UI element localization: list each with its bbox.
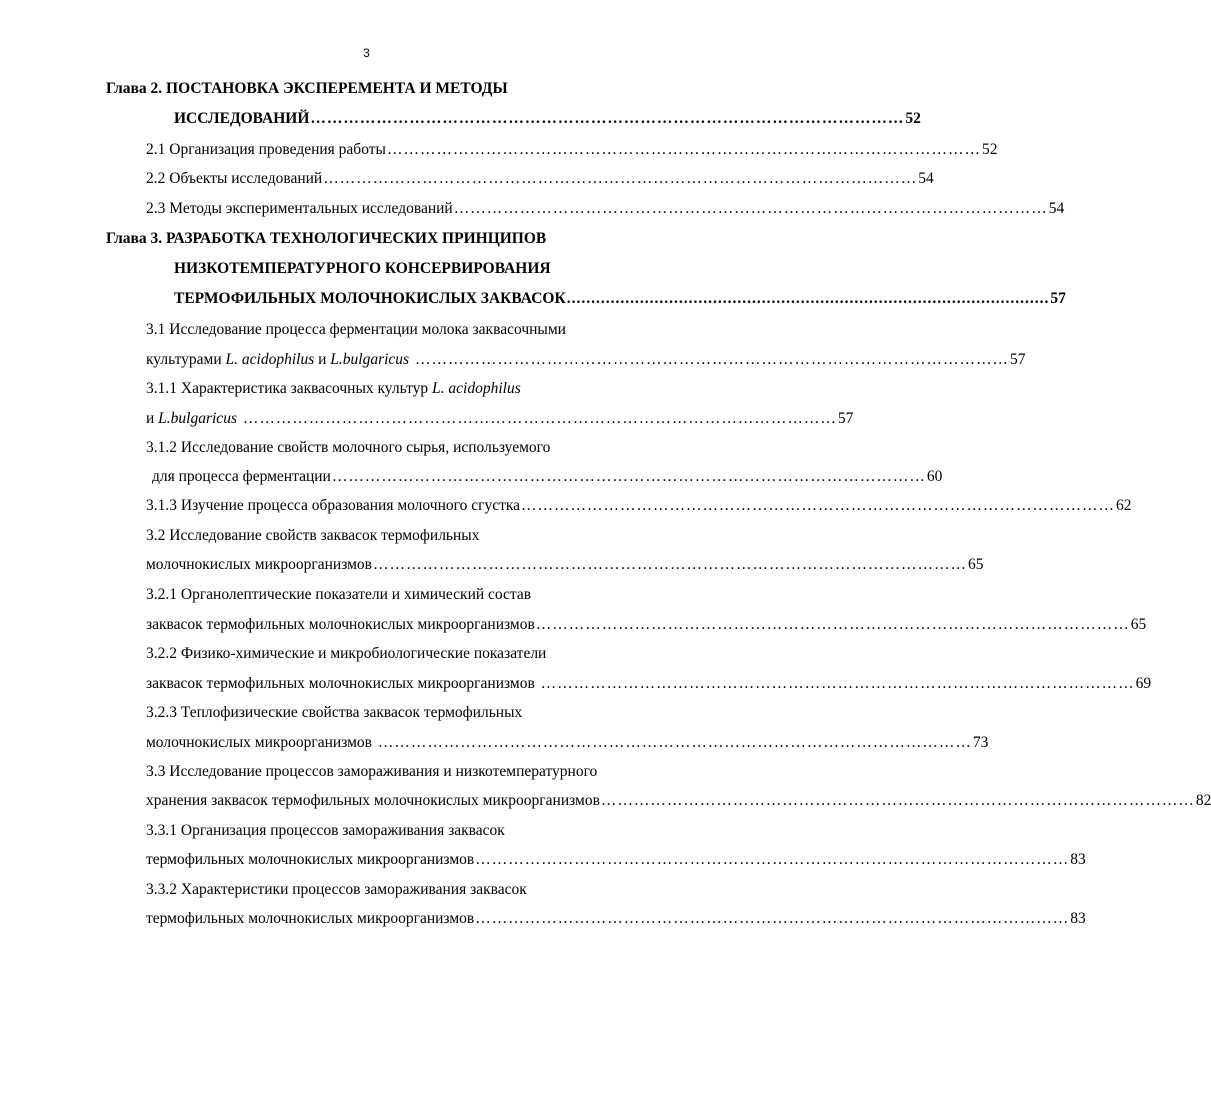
toc-entry-3-1-1-line-1: 3.1.1 Характеристика заквасочных культур L. acidophilus — [146, 380, 521, 397]
page-ref: 73 — [972, 734, 989, 751]
toc-entry-3-3-2[interactable]: термофильных молочнокислых микроорганизмов ……………………………………………………………………………………………… 83 — [146, 908, 696, 930]
toc-entry-3-3-1[interactable]: термофильных молочнокислых микроорганизмов ……………………………………………………………………………………………… 83 — [146, 849, 696, 871]
page-ref: 52 — [905, 110, 921, 127]
leader-dots: ……………………………………………………………………………………………… — [373, 556, 967, 573]
toc-entry-3-3[interactable]: хранения заквасок термофильных молочнокислых микроорганизмов ……………………………………………………………………………………………… 82 — [146, 790, 696, 812]
toc-entry-3-2[interactable]: молочнокислых микроорганизмов ……………………………………………………………………………………………… 65 — [146, 554, 696, 576]
leader-dots: ……………………………………………………………………………………………… — [373, 734, 972, 751]
page-number: 3 — [363, 46, 370, 60]
leader-dots: ……………………………………………………………………………………………… — [475, 851, 1070, 868]
page-ref: 62 — [1116, 497, 1132, 514]
toc-entry-3-2-1-line-1: 3.2.1 Органолептические показатели и химический состав — [146, 586, 532, 603]
toc-chapter-2-entry[interactable]: ИССЛЕДОВАНИЙ ……………………………………………………………………………………………… 52 — [174, 108, 696, 130]
toc-entry-3-2-1[interactable]: заквасок термофильных молочнокислых микроорганизмов ……………………………………………………………………………………………… 65 — [146, 614, 696, 636]
toc-entry-3-1-2-line-1: 3.1.2 Исследование свойств молочного сырья, используемого — [146, 439, 551, 456]
leader-dots: ……………………………………………………………………………………………… — [410, 351, 1009, 368]
page-ref: 57 — [1009, 351, 1026, 368]
page-ref: 52 — [981, 141, 998, 158]
page-ref: 65 — [1130, 616, 1147, 633]
toc-chapter-2-title: Глава 2. ПОСТАНОВКА ЭКСПЕРЕМЕНТА И МЕТОДЫ — [106, 80, 508, 97]
toc-entry-2-1[interactable]: 2.1 Организация проведения работы ……………………………………………………………………………………………… 52 — [146, 139, 696, 161]
toc-entry-3-3-2-line-1: 3.3.2 Характеристики процессов замораживания заквасок — [146, 881, 527, 898]
leader-dots: ……………………………………………………………………………………………… — [535, 616, 1130, 633]
leader-dots: ……………………………………………………………………………………………… — [475, 910, 1070, 927]
leader-dots: ……………………………………………………………………………………………… — [331, 468, 926, 485]
page-ref: 82 — [1195, 792, 1211, 809]
toc-entry-3-3-1-line-1: 3.3.1 Организация процессов замораживания заквасок — [146, 822, 505, 839]
leader-dots: ……………………………………………………………………………………………… — [600, 792, 1195, 809]
toc-chapter-3-entry[interactable]: ТЕРМОФИЛЬНЫХ МОЛОЧНОКИСЛЫХ ЗАКВАСОК ................................................................................................... 57 — [174, 288, 696, 310]
page-ref: 54 — [918, 170, 934, 187]
page-ref: 57 — [1050, 290, 1066, 307]
leader-dots: ................................................................................................... — [566, 290, 1050, 307]
page-ref: 83 — [1070, 851, 1086, 868]
toc-entry-3-1[interactable]: культурами L. acidophilus и L.bulgaricus ……………………………………………………………………………………………… 57 — [146, 349, 696, 371]
toc-chapter-3-title: Глава 3. РАЗРАБОТКА ТЕХНОЛОГИЧЕСКИХ ПРИНЦИПОВ — [106, 230, 547, 247]
toc-entry-3-1-line-1: 3.1 Исследование процесса ферментации молока заквасочными — [146, 321, 566, 338]
leader-dots: ……………………………………………………………………………………………… — [310, 110, 905, 127]
toc-entry-3-2-line-1: 3.2 Исследование свойств заквасок термофильных — [146, 527, 480, 544]
leader-dots: ……………………………………………………………………………………………… — [237, 410, 837, 427]
toc-entry-3-3-line-1: 3.3 Исследование процессов замораживания и низкотемпературного — [146, 763, 598, 780]
leader-dots: ……………………………………………………………………………………………… — [386, 141, 981, 158]
toc-entry-3-2-2-line-1: 3.2.2 Физико-химические и микробиологические показатели — [146, 645, 547, 662]
toc-entry-3-2-3[interactable]: молочнокислых микроорганизмов ……………………………………………………………………………………………… 73 — [146, 732, 696, 754]
leader-dots: ……………………………………………………………………………………………… — [453, 200, 1048, 217]
leader-dots: ……………………………………………………………………………………………… — [323, 170, 918, 187]
page-ref: 83 — [1070, 910, 1086, 927]
page-ref: 60 — [926, 468, 943, 485]
toc-entry-2-2[interactable]: 2.2 Объекты исследований ……………………………………………………………………………………………… 54 — [146, 168, 696, 190]
toc-entry-3-2-3-line-1: 3.2.3 Теплофизические свойства заквасок термофильных — [146, 704, 523, 721]
toc-entry-2-3[interactable]: 2.3 Методы экспериментальных исследований ……………………………………………………………………………………………… 54 — [146, 198, 696, 220]
toc-chapter-3-title-line-2: НИЗКОТЕМПЕРАТУРНОГО КОНСЕРВИРОВАНИЯ — [174, 260, 551, 277]
toc-entry-3-1-1[interactable]: и L.bulgaricus ……………………………………………………………………………………………… 57 — [146, 408, 696, 430]
toc-entry-3-1-3[interactable]: 3.1.3 Изучение процесса образования молочного сгустка ……………………………………………………………………………………………… 62 — [146, 495, 696, 517]
page-ref: 54 — [1048, 200, 1065, 217]
toc-entry-3-1-2[interactable]: для процесса ферментации ……………………………………………………………………………………………… 60 — [152, 466, 696, 488]
page-ref: 65 — [968, 556, 984, 573]
page-ref: 69 — [1135, 675, 1152, 692]
leader-dots: ……………………………………………………………………………………………… — [535, 675, 1135, 692]
leader-dots: ……………………………………………………………………………………………… — [521, 497, 1116, 514]
toc-entry-3-2-2[interactable]: заквасок термофильных молочнокислых микроорганизмов ……………………………………………………………………………………………… 69 — [146, 673, 696, 695]
page-ref: 57 — [837, 410, 854, 427]
